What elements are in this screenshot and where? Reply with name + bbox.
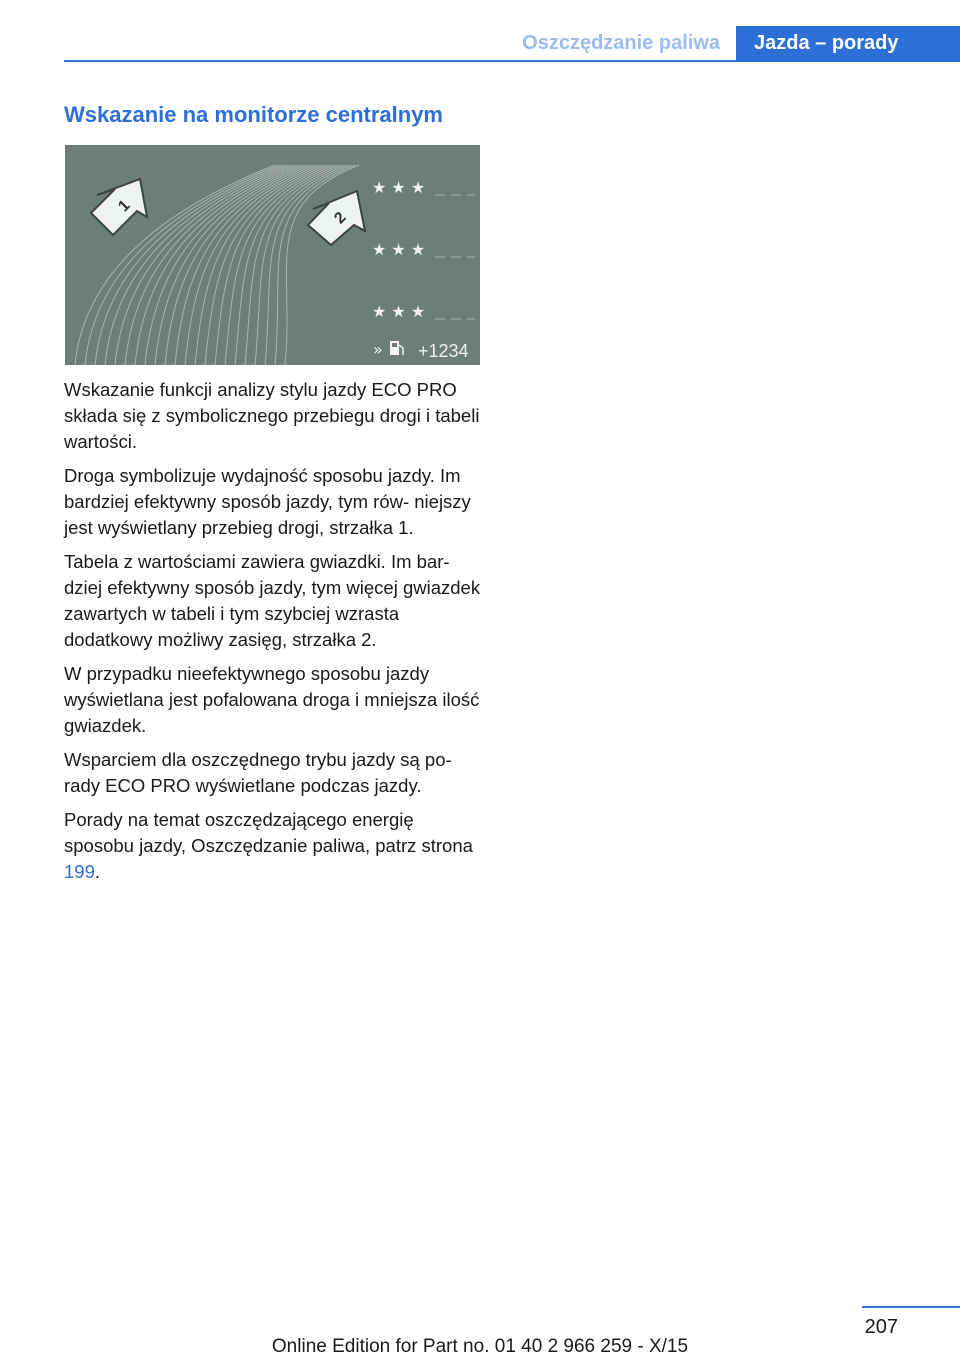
road-line	[185, 165, 319, 365]
eco-pro-display-image	[65, 145, 480, 365]
star-row-2: ★ ★ ★	[372, 240, 426, 259]
paragraph-with-link	[64, 807, 484, 885]
header-section-title: Oszczędzanie paliwa	[522, 32, 720, 54]
range-gain-value: +1234	[418, 341, 469, 361]
arrow-1	[91, 179, 147, 235]
paragraph: Wskazanie funkcji analizy stylu jazdy ECO PRO składa się z symbolicznego przebiegu drogi i tabeli wartości.	[64, 379, 480, 452]
paragraph-text: Porady na temat oszczędzającego energię sposobu jazdy, Oszczędzanie paliwa, patrz strona	[64, 809, 473, 856]
star-table	[372, 178, 475, 321]
road-line	[175, 165, 315, 365]
paragraph: Wsparciem dla oszczędnego trybu jazdy są po‐ rady ECO PRO wyświetlane podczas jazdy.	[64, 749, 452, 796]
arrow-2	[308, 191, 365, 245]
range-row	[373, 340, 469, 361]
road-line	[265, 165, 351, 365]
page-link-199[interactable]: 199	[64, 861, 95, 882]
arrow-2-label: 2	[331, 209, 350, 228]
road-line	[245, 165, 343, 365]
fuel-pump-icon	[390, 341, 403, 355]
road-line	[225, 165, 335, 365]
star-row-1: ★ ★ ★	[372, 178, 426, 197]
paragraph: Droga symbolizuje wydajność sposobu jazdy. Im bardziej efektywny sposób jazdy, tym rów‐ niejszy jest wyświetlany przebieg drogi, strzałka 1.	[64, 465, 471, 538]
footer-rule	[862, 1306, 960, 1308]
arrow-1-label: 1	[115, 197, 134, 216]
edition-note: Online Edition for Part no. 01 40 2 966 259 - X/15	[271, 1336, 689, 1357]
chevron-double-icon: »	[373, 340, 383, 359]
page-title: Wskazanie na monitorze centralnym	[64, 102, 443, 127]
road-line	[205, 165, 327, 365]
eco-pro-display-figure	[65, 145, 480, 365]
paragraph-end: .	[94, 861, 101, 882]
star-row-3: ★ ★ ★	[372, 302, 426, 321]
body-text	[64, 377, 484, 893]
page-number: 207	[864, 1316, 898, 1338]
paragraph: Tabela z wartościami zawiera gwiazdki. Im bar‐ dziej efektywny sposób jazdy, tym więcej gwiazdek zawartych w tabeli i tym szybciej wzrasta dodatkowy możliwy zasięg, strzałka 2.	[64, 551, 481, 650]
paragraph: W przypadku nieefektywnego sposobu jazdy wyświetlana jest pofalowana droga i mniejsza ilość gwiazdek.	[64, 663, 480, 736]
header-chapter-tab: Jazda – porady	[736, 26, 960, 62]
